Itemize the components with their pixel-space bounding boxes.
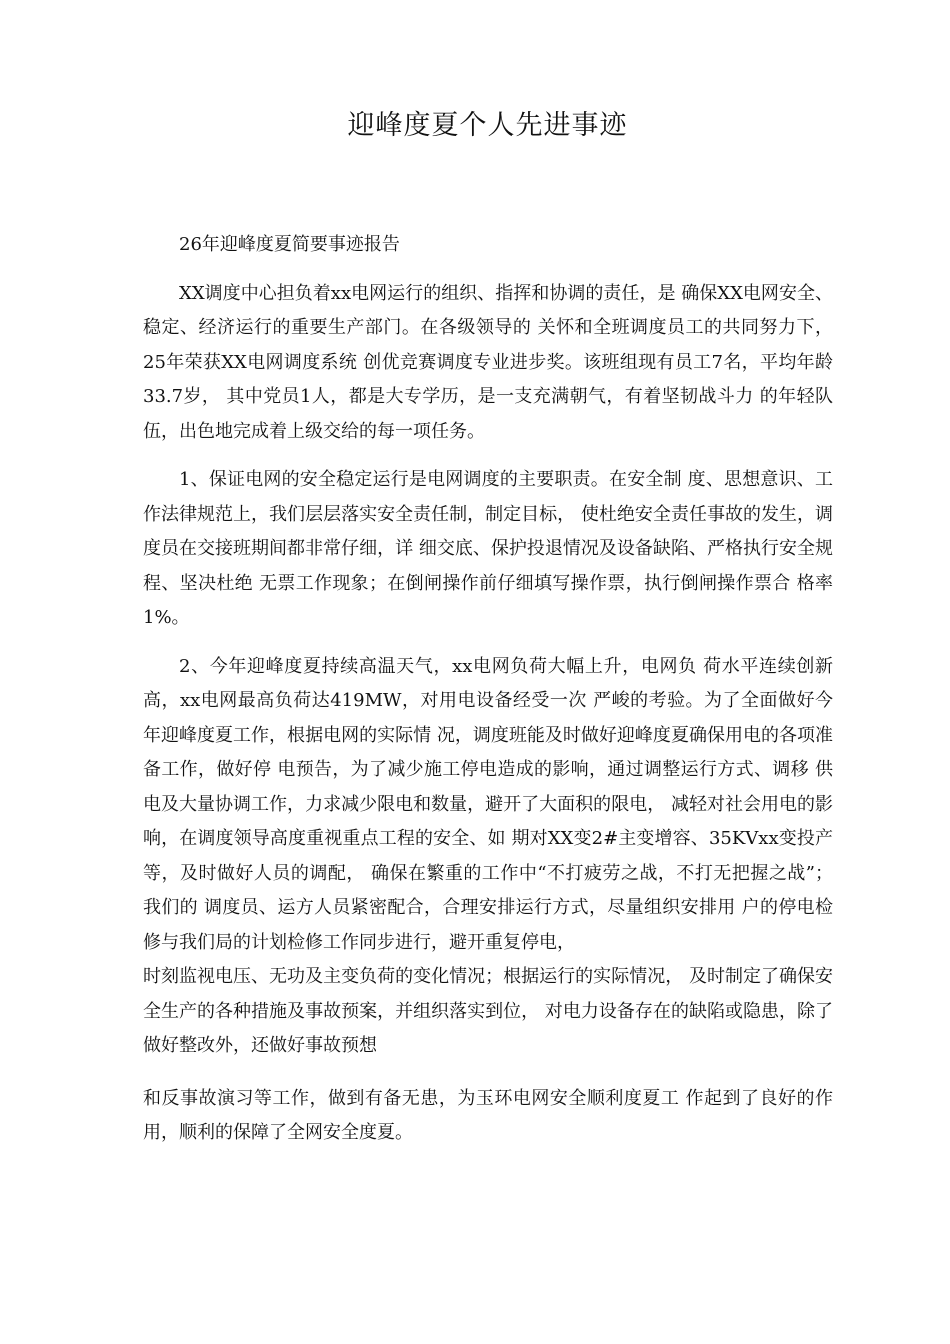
paragraph-intro: XX调度中心担负着xx电网运行的组织、指挥和协调的责任，是 确保XX电网安全、稳定、经济运行的重要生产部门。在各级领导的 关怀和全班调度员工的共同努力下，25年荣获XX电网调度系统 创优竞赛调度专业进步奖。该班组现有员工7名，平均年龄33.7岁， 其中党员1人，都是大专学历，是一支充满朝气，有着坚韧战斗力 的年轻队伍，出色地完成着上级交给的每一项任务。 [143, 282, 833, 442]
document-body [143, 228, 833, 1151]
document-title: 迎峰度夏个人先进事迹 [347, 110, 628, 141]
paragraph-closing: 和反事故演习等工作，做到有备无患，为玉环电网安全顺利度夏工 作起到了良好的作用，顺利的保障了全网安全度夏。 [143, 1087, 833, 1143]
paragraph-item-1: 1、保证电网的安全稳定运行是电网调度的主要职责。在安全制 度、思想意识、工作法律规范上，我们层层落实安全责任制，制定目标， 使杜绝安全责任事故的发生，调度员在交接班期间都非常仔细，详 细交底、保护投退情况及设备缺陷、严格执行安全规程、坚决杜绝 无票工作现象；在倒闸操作前仔细填写操作票，执行倒闸操作票合 格率1%。 [143, 469, 833, 628]
paragraph-continuation: 时刻监视电压、无功及主变负荷的变化情况；根据运行的实际情况， 及时制定了确保安全生产的各种措施及事故预案，并组织落实到位， 对电力设备存在的缺陷或隐患，除了做好整改外，还做好事故预想 [143, 966, 833, 1056]
paragraph-item-2: 2、今年迎峰度夏持续高温天气，xx电网负荷大幅上升，电网负 荷水平连续创新高，xx电网最高负荷达419MW，对用电设备经受一次 严峻的考验。为了全面做好今年迎峰度夏工作，根据电网的实际情 况，调度班能及时做好迎峰度夏确保用电的各项准备工作，做好停 电预告，为了减少施工停电造成的影响，通过调整运行方式、调移 供电及大量协调工作，力求减少限电和数量，避开了大面积的限电， 减轻对社会用电的影响，在调度领导高度重视重点工程的安全、如 期对XX变2#主变增容、35KVxx变投产等，及时做好人员的调配， 确保在繁重的工作中“不打疲劳之战，不打无把握之战”；我们的 调度员、运方人员紧密配合，合理安排运行方式，尽量组织安排用 户的停电检修与我们局的计划检修工作同步进行，避开重复停电， [143, 655, 833, 953]
document-subtitle: 26年迎峰度夏简要事迹报告 [179, 234, 400, 255]
